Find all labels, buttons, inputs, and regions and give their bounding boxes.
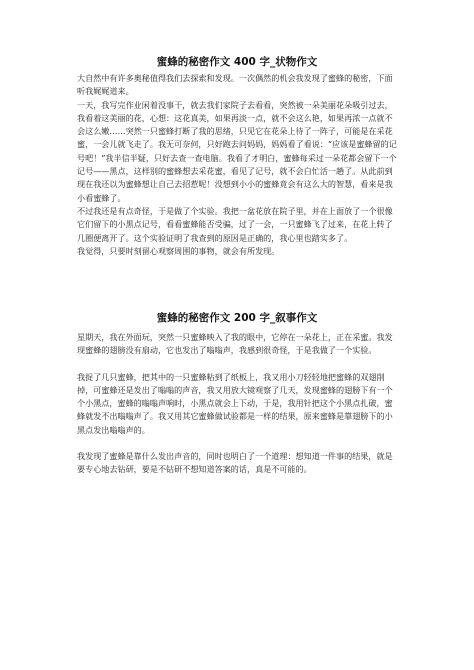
article-body-1 — [77, 72, 397, 258]
paragraph-2-1: 星期天，我在外面玩，突然一只蜜蜂映入了我的眼中，它停在一朵花上，正在采蜜。我发现蜜蜂的翅膀没有扇动，它也发出了嗡嗡声，我感到很奇怪，于是我做了一个实验。 — [77, 332, 393, 356]
article-title-1: 蜜蜂的秘密作文 400 字_状物作文 — [156, 56, 318, 68]
paragraph-1-4: 我觉得，只要时刻留心观察周围的事物，就会有所发现。 — [77, 245, 280, 256]
article-body-2 — [77, 331, 397, 477]
paragraph-1-2: 一天，我写完作业闲着没事干，就去我们家院子去看看，突然被一朵美丽花朵吸引过去，我看着这美丽的花，心想：这花真美，如果再淡一点，就不会这么艳，如果再浓一点就不会这么嫩……突然一只蜜蜂打断了我的思绪，只见它在花朵上待了一阵子，可能是在采花蜜，一会儿就飞走了。我无可奈何，只好跑去问妈妈，妈妈看了看说：“应该是蜜蜂留的记号吧！”我半信半疑，只好去查一查电脑。我看了才明白，蜜蜂每采过一朵花都会留下一个记号——黑点，这样别的蜜蜂想去采花蜜，看见了记号，就不会白忙活一趟了。从此前到现在我还以为蜜蜂想让自己去招惹呢！没想到小小的蜜蜂竟会有这么大的智慧，看来是我小看蜜蜂了。 — [77, 99, 397, 203]
article-title-2: 蜜蜂的秘密作文 200 字_叙事作文 — [156, 312, 318, 324]
paragraph-2-3: 我发现了蜜蜂是靠什么发出声音的，同时也明白了一个道理：想知道一件事的结果，就是要专心地去钻研，要是不钻研不想知道答案的话，真是不可能的。 — [77, 451, 393, 475]
paragraph-2-2: 我捉了几只蜜蜂，把其中的一只蜜蜂粘到了纸板上，我又用小刀轻轻地把蜜蜂的双翅削掉，可蜜蜂还是发出了嗡嗡的声音，我又用放大镜观察了几天，发现蜜蜂的翅膀下有一个个小黑点，蜜蜂的嗡嗡声响时，小黑点就会上下动，于是，我用针把这个小黑点扎破，蜜蜂就发不出嗡嗡声了。我又用其它蜜蜂做试验都是一样的结果，原来蜜蜂是靠翅膀下的小黑点发出嗡嗡声的。 — [77, 371, 393, 435]
paragraph-1-3: 不过我还是有点奇怪，于是做了个实验。我把一盆花放在院子里，并在上面放了一个很像它们留下的小黑点记号，看看蜜蜂能否受骗，过了一会，一只蜜蜂飞了过来，在花上转了几圈便离开了。这个实验证明了我查到的原因是正确的，我心里也踏实多了。 — [77, 205, 393, 243]
paragraph-gap — [77, 358, 397, 371]
paragraph-gap — [77, 437, 397, 450]
paragraph-1-1: 大自然中有许多奥秘值得我们去探索和发现。一次偶然的机会我发现了蜜蜂的秘密，下面听我娓娓道来。 — [77, 73, 393, 97]
